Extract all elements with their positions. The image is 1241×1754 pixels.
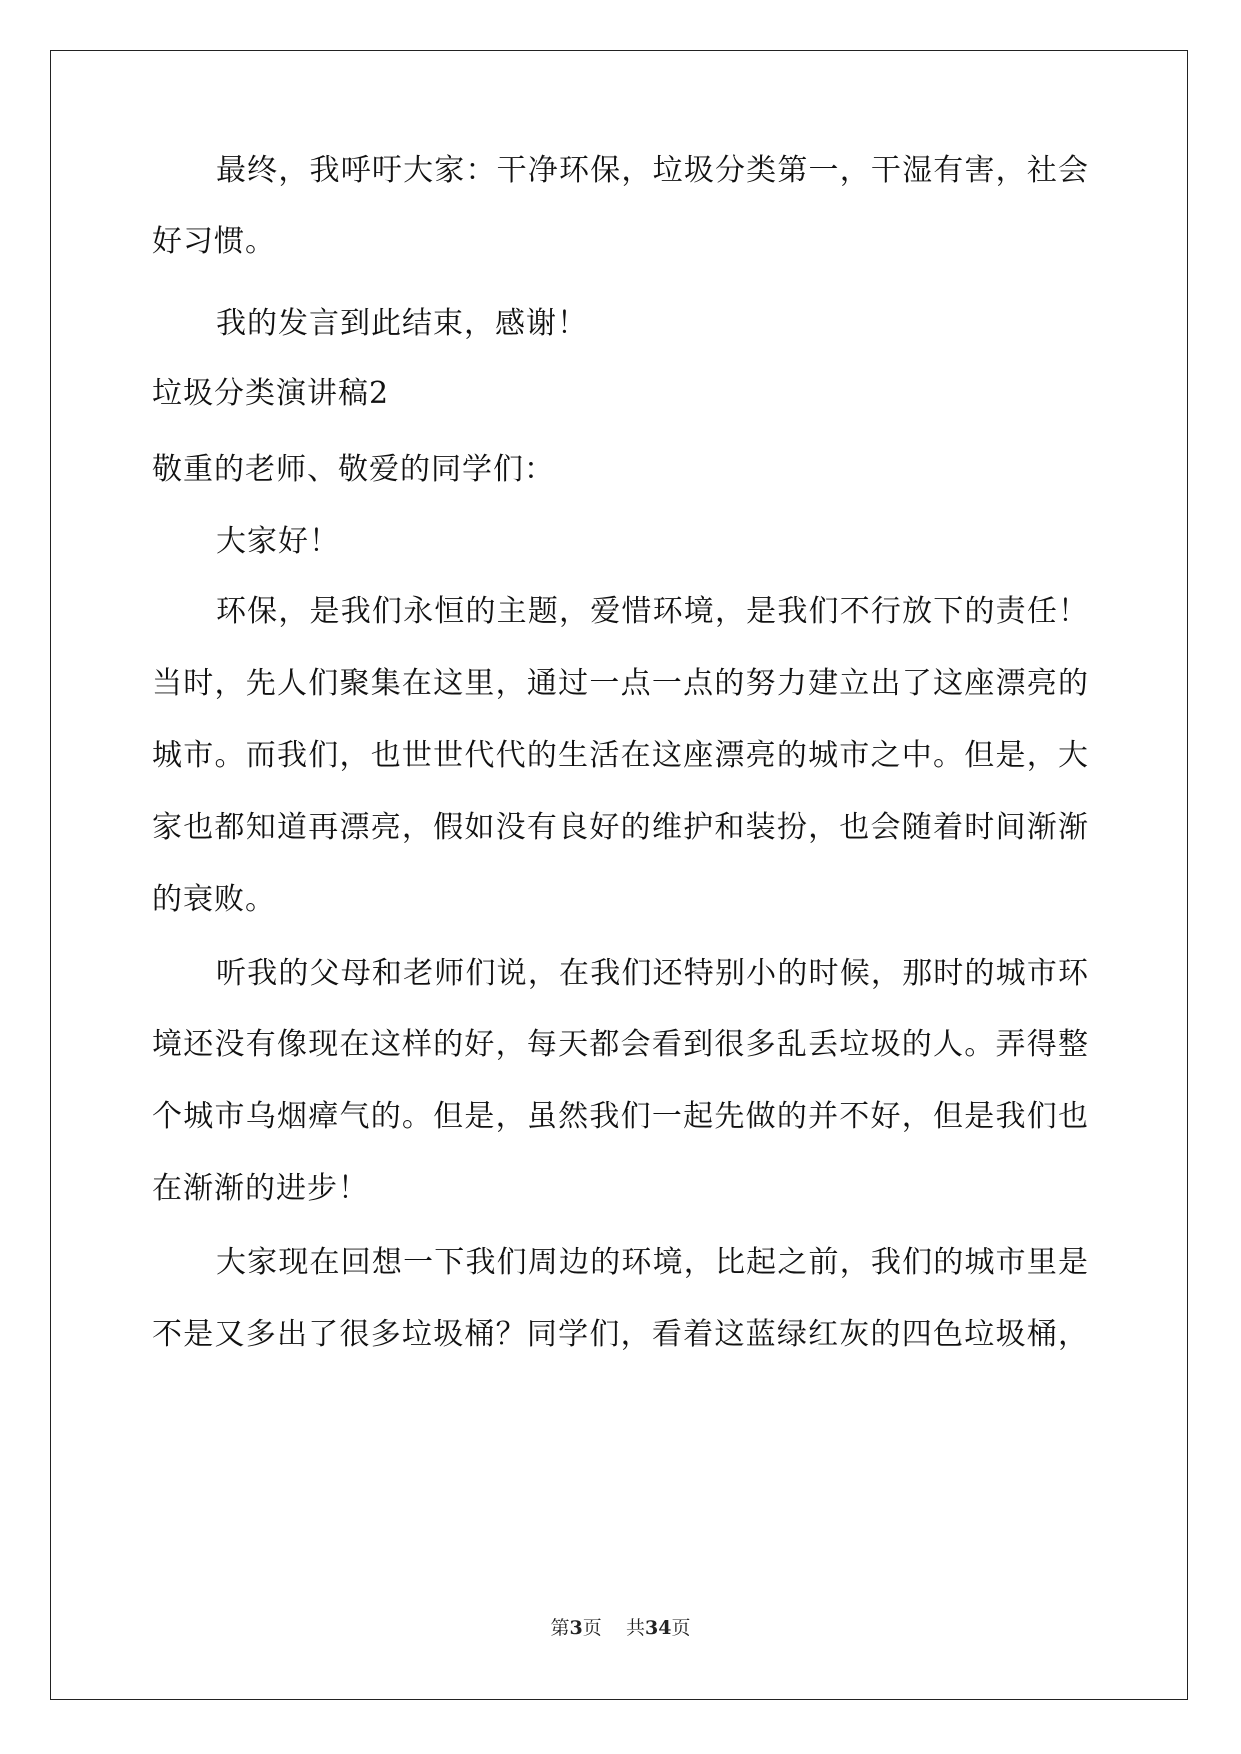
paragraph-line: 好习惯。 <box>152 224 276 259</box>
total-prefix: 共 <box>625 1617 645 1639</box>
paragraph-line: 境还没有像现在这样的好，每天都会看到很多乱丢垃圾的人。弄得整 <box>152 1027 1088 1062</box>
paragraph-line: 城市。而我们，也世世代代的生活在这座漂亮的城市之中。但是，大 <box>152 738 1088 773</box>
page-number: 3 <box>569 1617 583 1639</box>
paragraph-line: 大家现在回想一下我们周边的环境，比起之前，我们的城市里是 <box>216 1245 1088 1280</box>
paragraph-line: 家也都知道再漂亮，假如没有良好的维护和装扮，也会随着时间渐渐 <box>152 810 1088 845</box>
paragraph-line: 不是又多出了很多垃圾桶？同学们，看着这蓝绿红灰的四色垃圾桶， <box>152 1317 1088 1352</box>
paragraph-line: 听我的父母和老师们说，在我们还特别小的时候，那时的城市环 <box>216 956 1088 991</box>
page-prefix: 第 <box>550 1617 570 1639</box>
paragraph-line: 环保，是我们永恒的主题，爱惜环境，是我们不行放下的责任！ <box>216 594 1088 629</box>
paragraph-line: 的衰败。 <box>152 882 276 917</box>
paragraph-line: 当时，先人们聚集在这里，通过一点一点的努力建立出了这座漂亮的 <box>152 666 1088 701</box>
page-suffix: 页 <box>582 1617 602 1639</box>
paragraph-line: 最终，我呼吁大家：干净环保，垃圾分类第一，干湿有害，社会 <box>216 153 1088 188</box>
paragraph-line: 我的发言到此结束，感谢！ <box>216 306 588 341</box>
section-heading: 垃圾分类演讲稿2 <box>152 376 390 411</box>
page-footer <box>0 1616 1241 1640</box>
paragraph-line: 个城市乌烟瘴气的。但是，虽然我们一起先做的并不好，但是我们也 <box>152 1099 1088 1134</box>
total-suffix: 页 <box>671 1617 691 1639</box>
paragraph-line: 在渐渐的进步！ <box>152 1171 369 1206</box>
page-border <box>50 50 1188 1700</box>
total-pages: 34 <box>644 1617 672 1639</box>
greeting-line: 大家好！ <box>216 524 340 559</box>
salutation: 敬重的老师、敬爱的同学们： <box>152 452 555 487</box>
